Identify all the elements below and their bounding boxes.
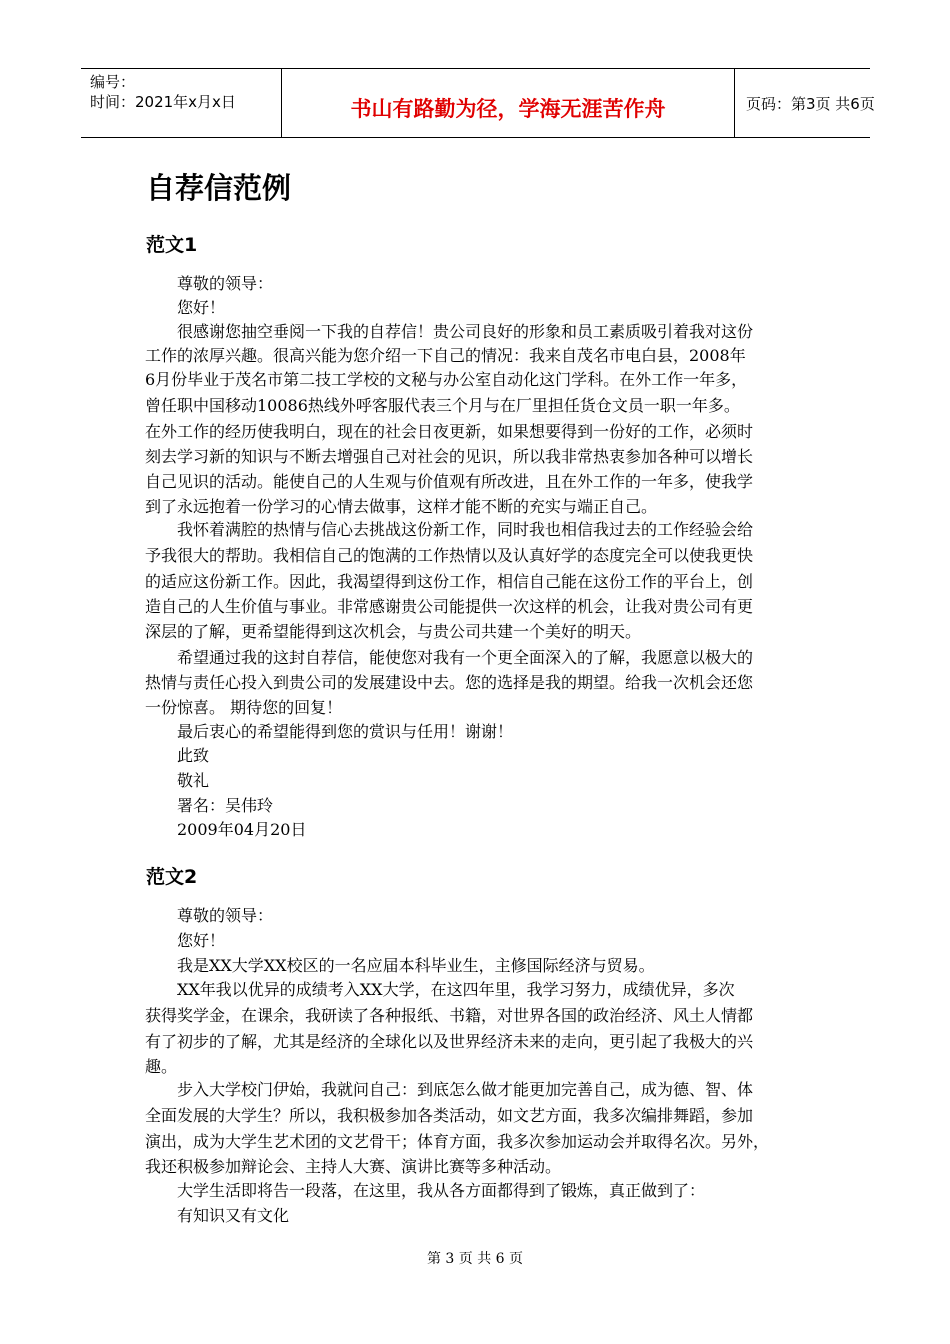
body-line: 大学生活即将告一段落，在这里，我从各方面都得到了锻炼，真正做到了：	[177, 1181, 706, 1200]
body-line: 步入大学校门伊始，我就问自己：到底怎么做才能更加完善自己，成为德、智、体	[177, 1080, 754, 1099]
body-line: 演出，成为大学生艺术团的文艺骨干；体育方面，我多次参加运动会并取得名次。另外，	[145, 1132, 770, 1151]
section-heading: 范文2	[146, 866, 198, 888]
body-line: 造自己的人生价值与事业。非常感谢贵公司能提供一次这样的机会，让我对贵公司有更	[145, 597, 754, 616]
header-page-cell	[735, 69, 875, 137]
body-line: 一份惊喜。 期待您的回复！	[145, 698, 343, 717]
body-line: 刻去学习新的知识与不断去增强自己对社会的见识，所以我非常热衷参加各种可以增长	[145, 447, 754, 466]
body-line: 很感谢您抽空垂阅一下我的自荐信！贵公司良好的形象和员工素质吸引着我对这份	[177, 322, 754, 341]
body-line: 尊敬的领导：	[177, 274, 274, 293]
body-line: 自己见识的活动。能使自己的人生观与价值观有所改进，且在外工作的一年多，使我学	[145, 472, 754, 491]
body-line: 到了永远抱着一份学习的心情去做事，这样才能不断的充实与端正自己。	[145, 497, 658, 516]
document-title: 自荐信范例	[146, 171, 292, 205]
body-line: 敬礼	[177, 771, 210, 790]
body-line: 最后衷心的希望能得到您的赏识与任用！谢谢！	[177, 722, 514, 741]
body-line: 全面发展的大学生？所以，我积极参加各类活动，如文艺方面，我多次编排舞蹈，参加	[145, 1106, 754, 1125]
body-line: 我还积极参加辩论会、主持人大赛、演讲比赛等多种活动。	[145, 1157, 562, 1176]
body-line: 您好！	[177, 931, 226, 950]
body-line: 热情与责任心投入到贵公司的发展建设中去。您的选择是我的期望。给我一次机会还您	[145, 673, 754, 692]
body-line: 予我很大的帮助。我相信自己的饱满的工作热情以及认真好学的态度完全可以使我更快	[145, 546, 754, 565]
body-line: 希望通过我的这封自荐信，能使您对我有一个更全面深入的了解，我愿意以极大的	[177, 648, 754, 667]
body-line: 的适应这份新工作。因此，我渴望得到这份工作，相信自己能在这份工作的平台上，创	[145, 572, 754, 591]
body-line: 6月份毕业于茂名市第二技工学校的文秘与办公室自动化这门学科。在外工作一年多，	[145, 370, 748, 389]
section-heading: 范文1	[146, 234, 198, 256]
body-line: 我怀着满腔的热情与信心去挑战这份新工作，同时我也相信我过去的工作经验会给	[177, 520, 754, 539]
body-line: 深层的了解，更希望能得到这次机会，与贵公司共建一个美好的明天。	[145, 622, 642, 641]
body-line: 工作的浓厚兴趣。很高兴能为您介绍一下自己的情况：我来自茂名市电白县，2008年	[145, 346, 746, 365]
body-line: XX年我以优异的成绩考入XX大学，在这四年里，我学习努力，成绩优异，多次	[177, 980, 735, 999]
body-line: 有了初步的了解，尤其是经济的全球化以及世界经济未来的走向，更引起了我极大的兴	[145, 1032, 754, 1051]
page-header	[81, 68, 875, 138]
motto: 书山有路勤为径，学海无涯苦作舟	[350, 97, 666, 121]
page-footer: 第 3 页 共 6 页	[426, 1251, 524, 1267]
body-line: 有知识又有文化	[177, 1206, 290, 1225]
body-line: 我是XX大学XX校区的一名应届本科毕业生，主修国际经济与贸易。	[177, 956, 655, 975]
time-label: 时间：2021年x月x日	[90, 93, 236, 111]
body-line: 此致	[177, 746, 210, 765]
body-line: 2009年04月20日	[177, 820, 307, 839]
page-info: 页码：第3页 共6页	[746, 95, 875, 113]
body-line: 尊敬的领导：	[177, 906, 274, 925]
body-line: 获得奖学金，在课余，我研读了各种报纸、书籍，对世界各国的政治经济、风土人情都	[145, 1006, 754, 1025]
body-line: 您好！	[177, 298, 226, 317]
body-line: 趣。	[145, 1057, 178, 1076]
body-line: 曾任职中国移动10086热线外呼客服代表三个月与在厂里担任货仓文员一职一年多。	[145, 396, 740, 415]
number-label: 编号：	[90, 73, 136, 91]
header-motto-cell	[282, 69, 735, 137]
body-line: 署名：吴伟玲	[177, 796, 274, 815]
body-line: 在外工作的经历使我明白，现在的社会日夜更新，如果想要得到一份好的工作，必须时	[145, 422, 754, 441]
header-meta-cell	[81, 69, 282, 137]
